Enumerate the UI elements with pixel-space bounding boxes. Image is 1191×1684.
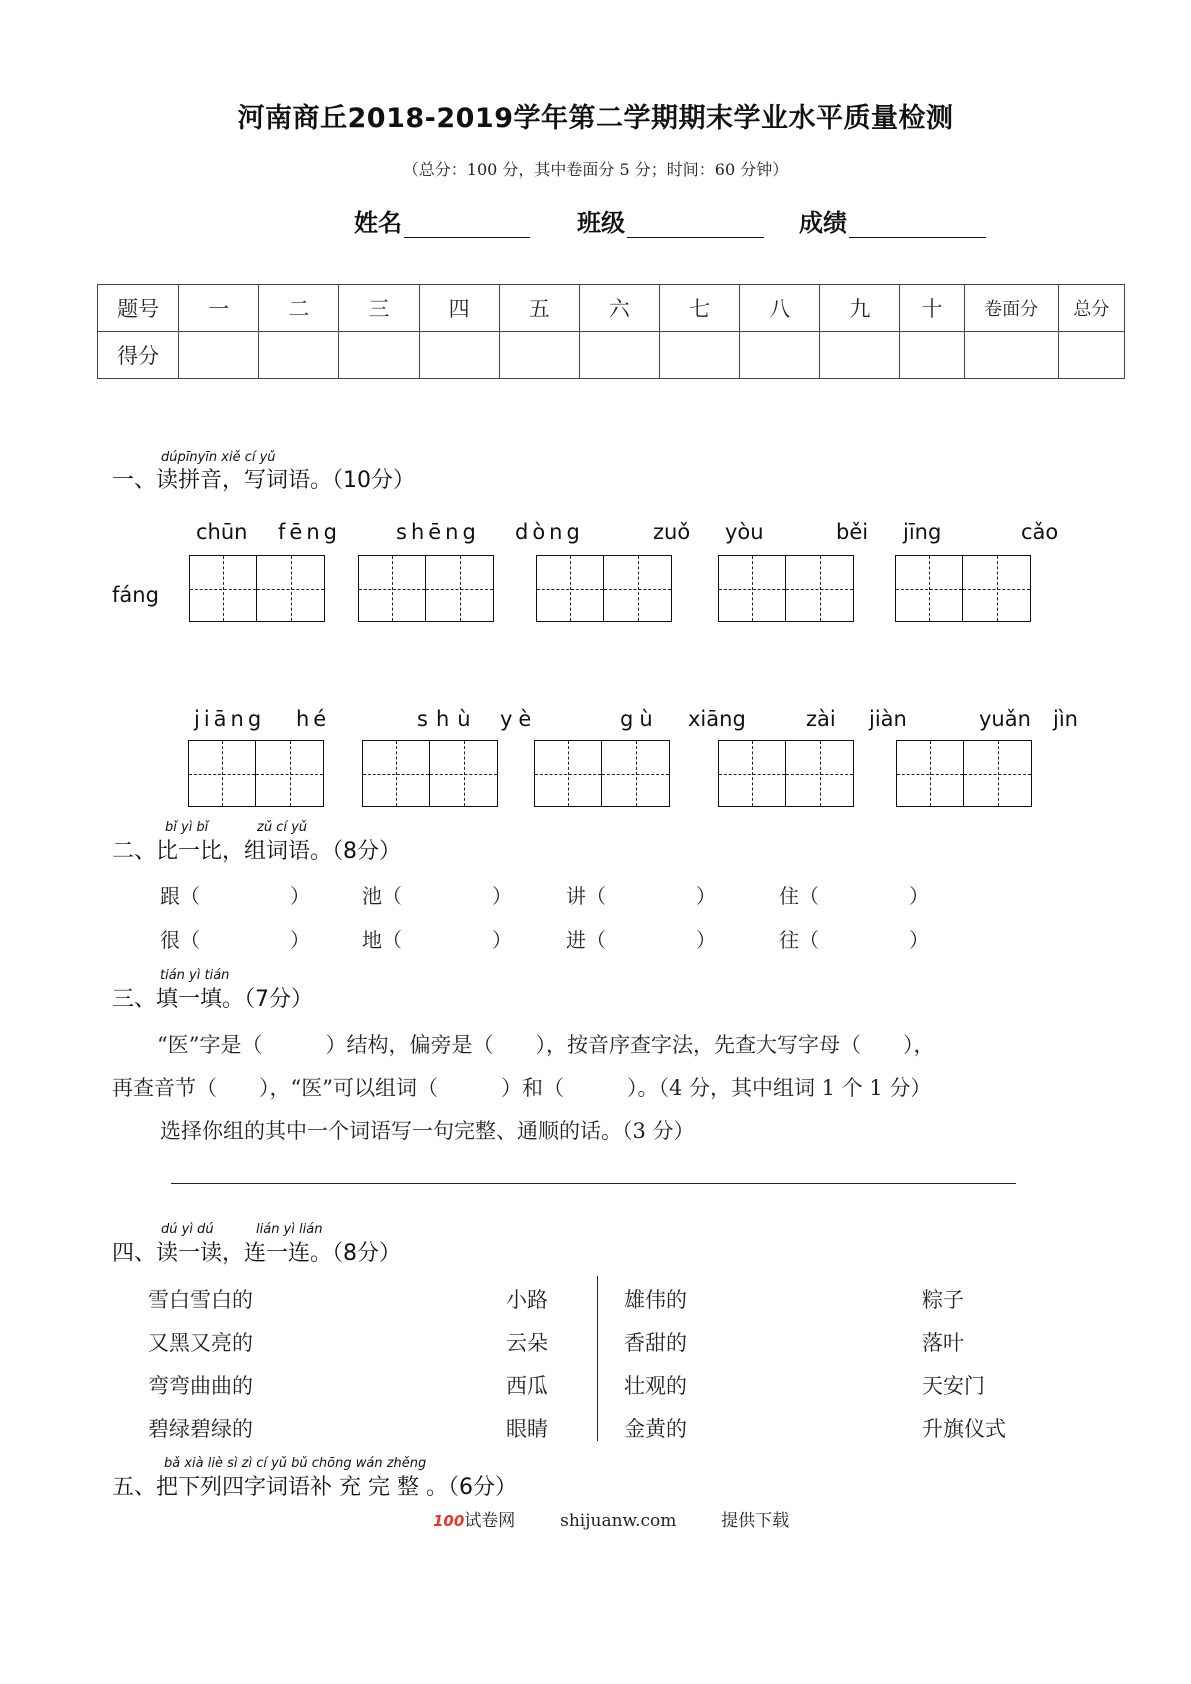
grade-label: 成绩 [799,209,847,237]
writing-grid[interactable] [718,555,854,622]
paren-close: ） [492,884,512,908]
footer [433,1506,789,1531]
score-table [97,284,1125,379]
name-blank[interactable] [404,213,530,238]
header-cell: 一 [179,285,259,332]
compare-item[interactable] [566,924,716,953]
char: 进 [566,928,586,952]
header-cell: 二 [259,285,339,332]
section4-heading: 四、读一读，连一连。（8分） [112,1241,401,1266]
download-note: 提供下载 [721,1511,790,1531]
site-url[interactable]: shijuanw.com [560,1511,677,1531]
paren-close: ） [909,884,929,908]
paren-open: （ [382,884,402,908]
header-cell: 题号 [98,285,179,332]
compare-item[interactable] [566,880,716,909]
class-label: 班级 [577,209,625,237]
paren-open: （ [180,884,200,908]
match-left-b[interactable]: 西瓜 [506,1374,548,1398]
section2-pinyin-a: bǐ yì bǐ [165,820,209,835]
score-row-label: 得分 [98,332,179,379]
paren-open: （ [799,928,819,952]
match-right-b[interactable]: 落叶 [922,1331,964,1355]
compare-item[interactable] [160,924,310,953]
score-cell[interactable] [499,332,579,379]
paren-open: （ [586,928,606,952]
section4-pinyin-b: lián yì lián [256,1222,323,1237]
writing-grid[interactable] [534,740,670,807]
compare-item[interactable] [779,880,929,909]
pinyin-word: yuǎn [979,707,1031,731]
match-right-b[interactable]: 天安门 [922,1374,985,1398]
match-left-a[interactable]: 碧绿碧绿的 [148,1417,253,1441]
char: 很 [160,928,180,952]
score-table-header-row [98,285,1125,332]
score-cell[interactable] [660,332,740,379]
column-divider [597,1276,598,1441]
paren-close: ） [909,928,929,952]
match-right-b[interactable]: 升旗仪式 [922,1417,1006,1441]
score-cell[interactable] [740,332,820,379]
score-cell[interactable] [900,332,964,379]
score-table-score-row [98,332,1125,379]
section1-heading: 一、读拼音，写词语。（10分） [112,468,415,493]
section3-heading: 三、填一填。（7分） [112,987,313,1012]
paren-open: （ [382,928,402,952]
score-cell[interactable] [579,332,659,379]
header-cell: 八 [740,285,820,332]
pinyin-word: yè [500,707,538,731]
site-name: 试卷网 [464,1511,516,1531]
pinyin-word: jiāng [194,707,266,731]
match-left-b[interactable]: 云朵 [506,1331,548,1355]
score-cell[interactable] [1058,332,1124,379]
pinyin-word: gù [620,707,659,731]
pinyin-word: yòu [725,520,764,544]
paren-close: ） [492,928,512,952]
pinyin-word: zài [806,707,836,731]
score-cell[interactable] [179,332,259,379]
name-field[interactable] [354,203,530,238]
char: 讲 [566,884,586,908]
paren-open: （ [586,884,606,908]
score-cell[interactable] [820,332,900,379]
header-cell: 五 [499,285,579,332]
match-left-a[interactable]: 又黑又亮的 [148,1331,253,1355]
char: 往 [779,928,799,952]
pinyin-word: jiàn [869,707,907,731]
pinyin-word: jīng [903,520,942,544]
pinyin-word: chūn [196,520,248,544]
paren-close: ） [696,928,716,952]
fill-blank-line2: 再查音节（ ），“医”可以组词（ ）和（ ）。（4 分，其中组词 1 个 1 分） [112,1076,932,1100]
match-left-b[interactable]: 小路 [506,1288,548,1312]
grade-field[interactable] [799,203,986,238]
compare-item[interactable] [362,924,512,953]
section5-heading: 五、把下列四字词语补 充 完 整 。（6分） [112,1475,517,1500]
pinyin-word: fēng [278,520,341,544]
score-cell[interactable] [259,332,339,379]
section3-pinyin: tián yì tián [160,968,230,983]
paren-close: ） [290,928,310,952]
char: 跟 [160,884,180,908]
char: 池 [362,884,382,908]
header-cell: 十 [900,285,964,332]
writing-grid[interactable] [896,740,1032,807]
match-left-a[interactable]: 雪白雪白的 [148,1288,253,1312]
section2-heading: 二、比一比，组词语。（8分） [112,839,401,864]
header-cell: 七 [660,285,740,332]
compare-item[interactable] [160,880,310,909]
match-right-a[interactable]: 壮观的 [624,1374,687,1398]
score-cell[interactable] [964,332,1058,379]
score-cell[interactable] [339,332,419,379]
page-title: 河南商丘2018-2019学年第二学期期末学业水平质量检测 [237,103,954,134]
header-cell: 总分 [1058,285,1124,332]
match-right-a[interactable]: 雄伟的 [624,1288,687,1312]
header-cell: 卷面分 [964,285,1058,332]
compare-item[interactable] [779,924,929,953]
compare-item[interactable] [362,880,512,909]
paren-close: ） [696,884,716,908]
pinyin-word: cǎo [1021,520,1059,544]
sentence-instruction: 选择你组的其中一个词语写一句完整、通顺的话。（3 分） [160,1119,695,1143]
pinyin-word: xiāng [688,707,746,731]
match-right-a[interactable]: 香甜的 [624,1331,687,1355]
class-blank[interactable] [627,213,764,238]
paren-close: ） [290,884,310,908]
match-left-a[interactable]: 弯弯曲曲的 [148,1374,253,1398]
char: 地 [362,928,382,952]
writing-grid[interactable] [718,740,854,807]
header-cell: 六 [579,285,659,332]
match-right-b[interactable]: 粽子 [922,1288,964,1312]
writing-grid[interactable] [188,740,324,807]
fill-blank-line1: “医”字是（ ）结构，偏旁是（ ），按音序查字法，先查大写字母（ ）， [157,1033,935,1057]
section5-pinyin: bǎ xià liè sì zì cí yǔ bǔ chōng wán zhěng [164,1456,427,1471]
pinyin-word: zuǒ [653,520,691,544]
writing-grid[interactable] [358,555,494,622]
pinyin-word: běi [836,520,869,544]
header-cell: 三 [339,285,419,332]
writing-grid[interactable] [895,555,1031,622]
pinyin-lead: fáng [112,583,159,607]
exam-info: （总分：100 分，其中卷面分 5 分；时间：60 分钟） [402,160,789,179]
paren-open: （ [180,928,200,952]
pinyin-word: shù [417,707,479,731]
name-label: 姓名 [354,209,402,237]
match-left-b[interactable]: 眼睛 [506,1417,548,1441]
writing-grid[interactable] [189,555,325,622]
class-field[interactable] [577,203,764,238]
pinyin-word: dòng [515,520,584,544]
char: 住 [779,884,799,908]
header-cell: 九 [820,285,900,332]
writing-grid[interactable] [362,740,498,807]
pinyin-word: jìn [1053,707,1078,731]
site-logo: 100 [433,1512,465,1530]
pinyin-word: shēng [396,520,480,544]
header-cell: 四 [419,285,499,332]
pinyin-word: hé [296,707,331,731]
score-cell[interactable] [419,332,499,379]
answer-line[interactable] [171,1183,1016,1184]
section1-pinyin: dúpīnyīn xiě cí yǔ [161,450,276,465]
writing-grid[interactable] [536,555,672,622]
grade-blank[interactable] [849,213,986,238]
paren-open: （ [799,884,819,908]
section2-pinyin-b: zǔ cí yǔ [257,820,308,835]
match-right-a[interactable]: 金黄的 [624,1417,687,1441]
section4-pinyin-a: dú yì dú [161,1222,214,1237]
